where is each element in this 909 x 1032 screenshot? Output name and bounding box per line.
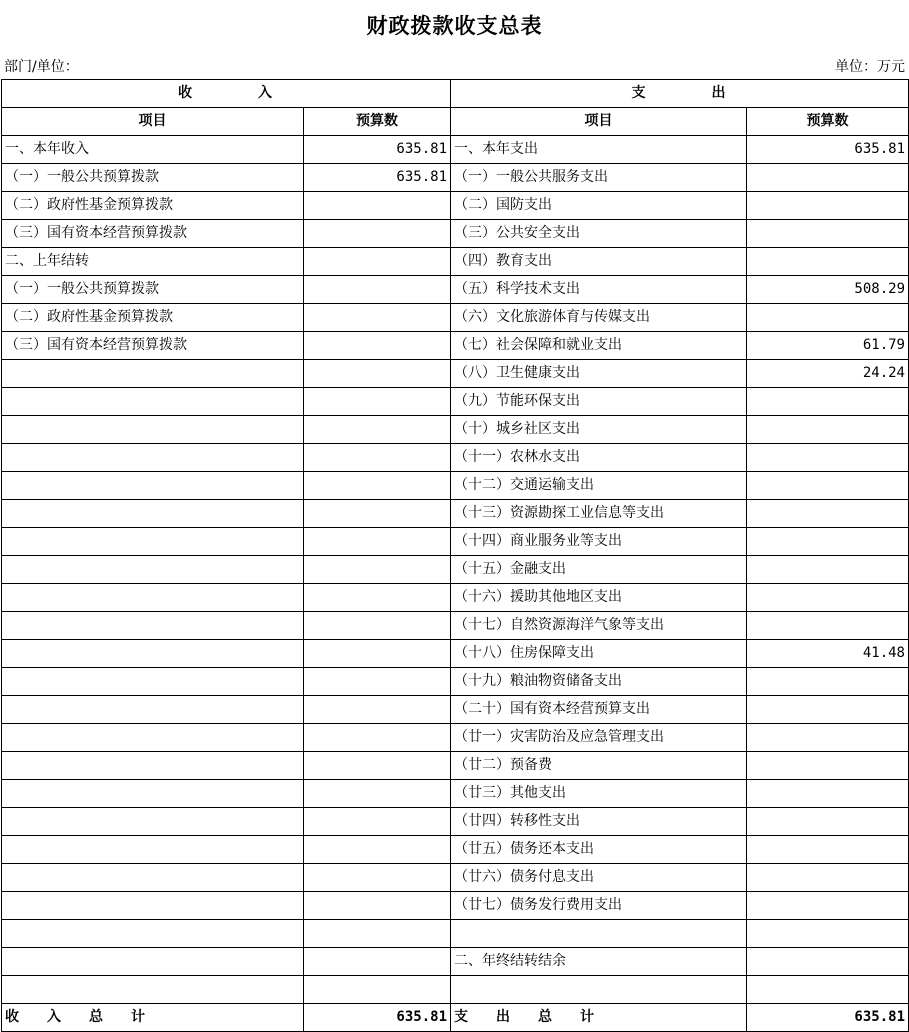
expense-item-cell: [451, 976, 747, 1004]
table-row: [2, 808, 909, 836]
expense-item-cell: （廿一）灾害防治及应急管理支出: [451, 724, 747, 752]
income-item-cell: [2, 584, 304, 612]
income-value-cell: [304, 444, 451, 472]
income-value-cell: [304, 416, 451, 444]
expense-item-cell: （十二）交通运输支出: [451, 472, 747, 500]
income-value-cell: [304, 584, 451, 612]
income-section-header: 收 入: [2, 80, 451, 108]
income-total-value: 635.81: [304, 1004, 451, 1032]
expense-value-cell: [747, 696, 909, 724]
unit-label: 单位：万元: [835, 59, 905, 75]
income-value-cell: [304, 864, 451, 892]
page-title: 财政拨款收支总表: [366, 14, 543, 38]
income-item-cell: （二）政府性基金预算拨款: [2, 304, 304, 332]
income-value-cell: [304, 892, 451, 920]
income-item-cell: [2, 780, 304, 808]
table-row: [2, 276, 909, 304]
expense-value-cell: 635.81: [747, 136, 909, 164]
income-item-cell: [2, 444, 304, 472]
table-row: [2, 668, 909, 696]
expense-value-cell: 508.29: [747, 276, 909, 304]
expense-item-cell: 二、年终结转结余: [451, 948, 747, 976]
expense-item-cell: （三）公共安全支出: [451, 220, 747, 248]
expense-value-cell: [747, 668, 909, 696]
total-row: [2, 1004, 909, 1032]
income-value-cell: [304, 220, 451, 248]
expense-value-cell: [747, 892, 909, 920]
expense-item-cell: （十八）住房保障支出: [451, 640, 747, 668]
expense-value-cell: [747, 752, 909, 780]
expense-item-cell: （十一）农林水支出: [451, 444, 747, 472]
table-row: [2, 472, 909, 500]
expense-value-cell: [747, 500, 909, 528]
income-item-cell: [2, 556, 304, 584]
income-item-cell: [2, 500, 304, 528]
expense-section-header: 支 出: [451, 80, 909, 108]
column-header-row: [2, 108, 909, 136]
income-item-cell: （一）一般公共预算拨款: [2, 164, 304, 192]
income-item-cell: [2, 892, 304, 920]
income-value-cell: [304, 920, 451, 948]
income-value-cell: [304, 948, 451, 976]
income-value-cell: [304, 696, 451, 724]
table-row: [2, 612, 909, 640]
income-item-cell: （三）国有资本经营预算拨款: [2, 332, 304, 360]
table-row: [2, 696, 909, 724]
table-row: [2, 164, 909, 192]
expense-value-cell: [747, 808, 909, 836]
income-value-cell: [304, 360, 451, 388]
expense-value-cell: [747, 976, 909, 1004]
income-item-cell: [2, 864, 304, 892]
expense-value-cell: 41.48: [747, 640, 909, 668]
income-item-cell: [2, 948, 304, 976]
expense-value-cell: [747, 472, 909, 500]
expense-total-value: 635.81: [747, 1004, 909, 1032]
income-item-cell: [2, 668, 304, 696]
income-value-cell: [304, 976, 451, 1004]
income-value-cell: [304, 724, 451, 752]
table-row: [2, 500, 909, 528]
income-budget-header: 预算数: [304, 108, 451, 136]
table-row: [2, 920, 909, 948]
income-item-cell: [2, 808, 304, 836]
income-item-cell: [2, 472, 304, 500]
income-value-cell: [304, 388, 451, 416]
expense-item-cell: （二）国防支出: [451, 192, 747, 220]
income-value-cell: [304, 668, 451, 696]
table-row: [2, 892, 909, 920]
income-item-cell: （二）政府性基金预算拨款: [2, 192, 304, 220]
income-value-cell: [304, 780, 451, 808]
income-item-cell: [2, 388, 304, 416]
income-value-cell: [304, 276, 451, 304]
table-row: [2, 640, 909, 668]
expense-item-cell: （七）社会保障和就业支出: [451, 332, 747, 360]
expense-value-cell: [747, 920, 909, 948]
income-value-cell: [304, 836, 451, 864]
expense-value-cell: [747, 528, 909, 556]
table-row: [2, 136, 909, 164]
expense-value-cell: 24.24: [747, 360, 909, 388]
income-item-cell: 一、本年收入: [2, 136, 304, 164]
income-item-cell: [2, 360, 304, 388]
income-value-cell: [304, 472, 451, 500]
expense-item-cell: （廿七）债务发行费用支出: [451, 892, 747, 920]
income-item-cell: [2, 612, 304, 640]
expense-value-cell: [747, 836, 909, 864]
income-value-cell: [304, 808, 451, 836]
expense-value-cell: [747, 556, 909, 584]
expense-value-cell: [747, 780, 909, 808]
table-row: [2, 864, 909, 892]
table-row: [2, 248, 909, 276]
expense-item-cell: （十六）援助其他地区支出: [451, 584, 747, 612]
expense-value-cell: [747, 220, 909, 248]
expense-value-cell: 61.79: [747, 332, 909, 360]
expense-item-cell: （九）节能环保支出: [451, 388, 747, 416]
table-row: [2, 556, 909, 584]
expense-item-cell: （十七）自然资源海洋气象等支出: [451, 612, 747, 640]
income-item-cell: [2, 920, 304, 948]
table-row: [2, 360, 909, 388]
expense-item-cell: （五）科学技术支出: [451, 276, 747, 304]
income-item-cell: （三）国有资本经营预算拨款: [2, 220, 304, 248]
table-row: [2, 836, 909, 864]
table-row: [2, 584, 909, 612]
income-value-cell: [304, 752, 451, 780]
expense-value-cell: [747, 164, 909, 192]
income-item-cell: [2, 752, 304, 780]
expense-value-cell: [747, 584, 909, 612]
income-value-cell: [304, 500, 451, 528]
expense-item-cell: （廿六）债务付息支出: [451, 864, 747, 892]
expense-value-cell: [747, 612, 909, 640]
income-item-cell: [2, 836, 304, 864]
expense-item-cell: （二十）国有资本经营预算支出: [451, 696, 747, 724]
expense-value-cell: [747, 444, 909, 472]
expense-value-cell: [747, 248, 909, 276]
expense-item-cell: （十九）粮油物资储备支出: [451, 668, 747, 696]
income-value-cell: [304, 332, 451, 360]
expense-value-cell: [747, 192, 909, 220]
expense-item-cell: [451, 920, 747, 948]
table-row: [2, 528, 909, 556]
expense-value-cell: [747, 388, 909, 416]
expense-item-cell: 一、本年支出: [451, 136, 747, 164]
expense-value-cell: [747, 304, 909, 332]
table-row: [2, 304, 909, 332]
income-item-cell: [2, 696, 304, 724]
income-value-cell: 635.81: [304, 136, 451, 164]
expense-budget-header: 预算数: [747, 108, 909, 136]
expense-item-cell: （一）一般公共服务支出: [451, 164, 747, 192]
expense-item-cell: （十五）金融支出: [451, 556, 747, 584]
table-row: [2, 976, 909, 1004]
expense-item-cell: （六）文化旅游体育与传媒支出: [451, 304, 747, 332]
table-row: [2, 724, 909, 752]
income-total-label: 收 入 总 计: [2, 1004, 304, 1032]
income-value-cell: [304, 528, 451, 556]
income-item-cell: [2, 528, 304, 556]
income-value-cell: [304, 192, 451, 220]
table-row: [2, 416, 909, 444]
expense-value-cell: [747, 948, 909, 976]
table-row: [2, 192, 909, 220]
income-item-cell: [2, 976, 304, 1004]
table-row: [2, 332, 909, 360]
income-item-cell: （一）一般公共预算拨款: [2, 276, 304, 304]
expense-item-cell: （廿四）转移性支出: [451, 808, 747, 836]
expense-item-cell: （廿五）债务还本支出: [451, 836, 747, 864]
income-value-cell: [304, 640, 451, 668]
expense-total-label: 支 出 总 计: [451, 1004, 747, 1032]
department-label: 部门/单位：: [4, 59, 79, 75]
income-item-cell: 二、上年结转: [2, 248, 304, 276]
expense-item-cell: （四）教育支出: [451, 248, 747, 276]
expense-item-cell: （十）城乡社区支出: [451, 416, 747, 444]
expense-value-cell: [747, 864, 909, 892]
table-row: [2, 780, 909, 808]
expense-item-cell: （廿三）其他支出: [451, 780, 747, 808]
income-value-cell: [304, 304, 451, 332]
table-row: [2, 752, 909, 780]
table-row: [2, 388, 909, 416]
budget-summary-table: [1, 79, 909, 1032]
table-row: [2, 948, 909, 976]
income-value-cell: [304, 248, 451, 276]
section-header-row: [2, 80, 909, 108]
table-row: [2, 444, 909, 472]
expense-item-cell: （廿二）预备费: [451, 752, 747, 780]
income-item-cell: [2, 640, 304, 668]
income-value-cell: [304, 556, 451, 584]
expense-item-header: 项目: [451, 108, 747, 136]
income-item-cell: [2, 416, 304, 444]
income-value-cell: [304, 612, 451, 640]
expense-item-cell: （十四）商业服务业等支出: [451, 528, 747, 556]
income-value-cell: 635.81: [304, 164, 451, 192]
expense-item-cell: （十三）资源勘探工业信息等支出: [451, 500, 747, 528]
expense-item-cell: （八）卫生健康支出: [451, 360, 747, 388]
expense-value-cell: [747, 724, 909, 752]
table-row: [2, 220, 909, 248]
income-item-header: 项目: [2, 108, 304, 136]
income-item-cell: [2, 724, 304, 752]
expense-value-cell: [747, 416, 909, 444]
